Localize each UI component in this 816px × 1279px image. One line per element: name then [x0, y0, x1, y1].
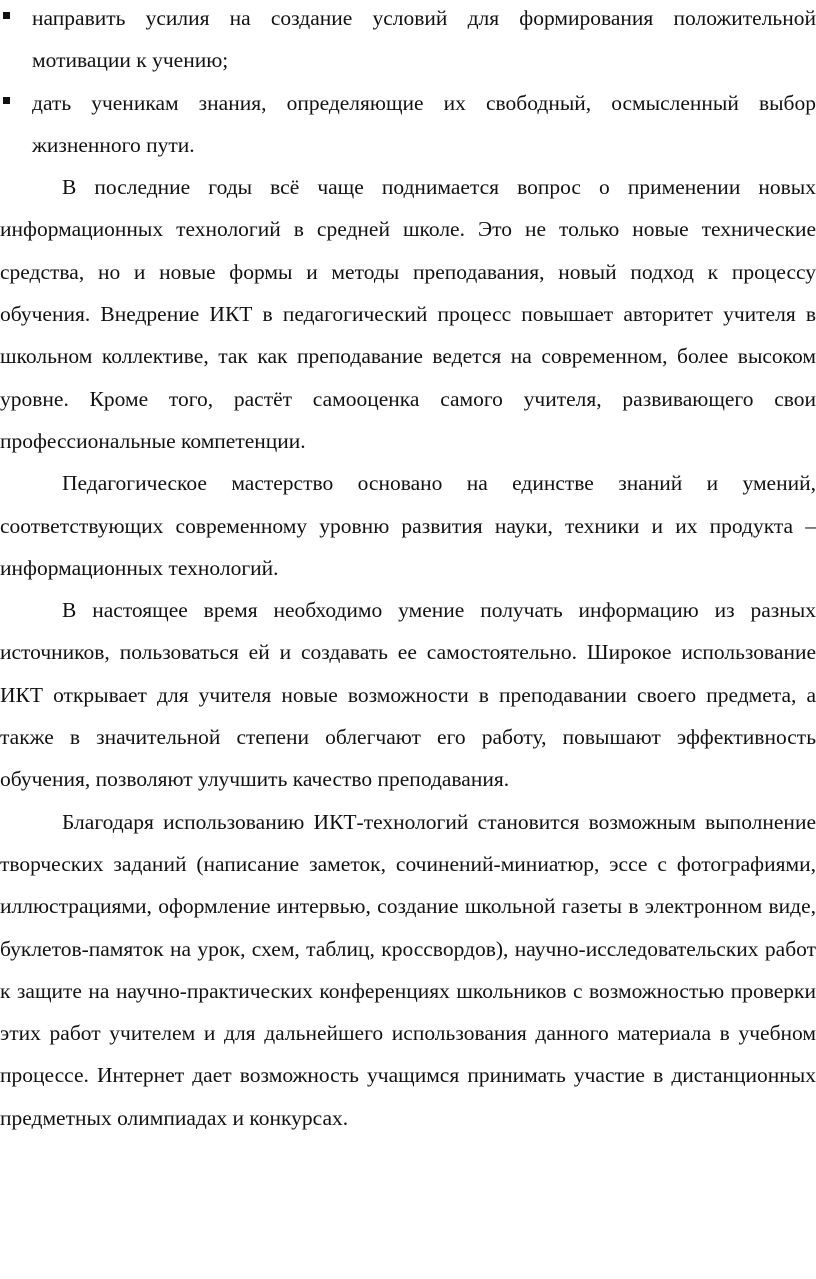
paragraph-information-skills: В настоящее время необходимо умение получать информацию из разных источников, пользоваться ей и создавать ее самостоятельно. Широкое использование ИКТ открывает для учителя новые возможности в преподавании своего предмета, а также в значительной степени облегчают его работу, повышают эффективность обучения, позволяют улучшить качество преподавания.: [0, 598, 816, 792]
paragraph-creative-tasks: Благодаря использованию ИКТ-технологий становится возможным выполнение творческих заданий (написание заметок, сочинений-миниатюр, эссе с фотографиями, иллюстрациями, оформление интервью, создание школьной газеты в электронном виде, буклетов-памяток на урок, схем, таблиц, кроссвордов), научно-исследовательских работ к защите на научно-практических конференциях школьников с возможностью проверки этих работ учителем и для дальнейшего использования данного материала в учебном процессе. Интернет дает возможность учащимся принимать участие в дистанционных предметных олимпиадах и конкурсах.: [0, 809, 816, 1130]
list-item: [0, 0, 816, 82]
list-item-text: направить усилия на создание условий для формирования положительной мотивации к учению;: [32, 6, 816, 73]
paragraph-pedagogical-mastery: Педагогическое мастерство основано на единстве знаний и умений, соответствующих современному уровню развития науки, техники и их продукта – информационных технологий.: [0, 471, 816, 580]
list-item-text: дать ученикам знания, определяющие их свободный, осмысленный выбор жизненного пути.: [32, 90, 816, 157]
square-bullet-icon: [3, 97, 10, 104]
square-bullet-icon: [3, 12, 10, 19]
paragraph-ict-in-school: В последние годы всё чаще поднимается вопрос о применении новых информационных технологий в средней школе. Это не только новые технические средства, но и новые формы и методы преподавания, новый подход к процессу обучения. Внедрение ИКТ в педагогический процесс повышает авторитет учителя в школьном коллективе, так как преподавание ведется на современном, более высоком уровне. Кроме того, растёт самооценка самого учителя, развивающего свои профессиональные компетенции.: [0, 175, 816, 453]
list-item: [0, 82, 816, 167]
bullet-list: [0, 0, 816, 166]
